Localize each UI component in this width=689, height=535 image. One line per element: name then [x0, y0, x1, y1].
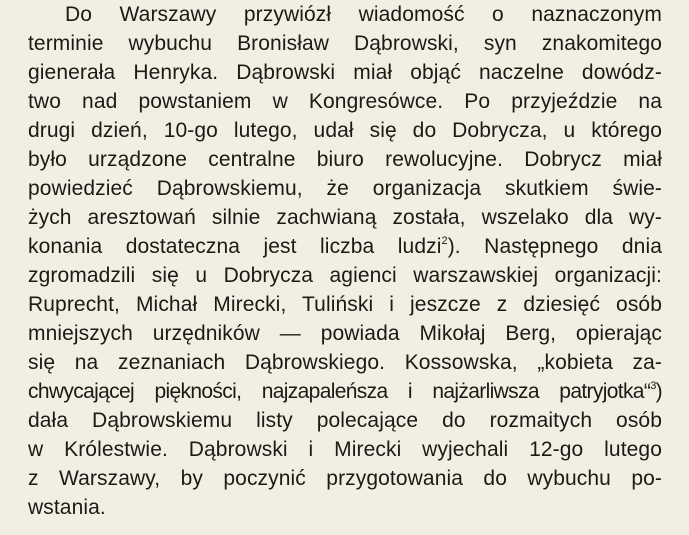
- text-line-content: powiedzieć Dąbrowskiemu, że organizacja skutkiem świe-: [28, 177, 662, 200]
- text-line-content: dała Dąbrowskiemu listy polecające do rozmaitych osób: [28, 409, 662, 432]
- text-line-content: w Królestwie. Dąbrowski i Mirecki wyjechali 12-go lutego: [28, 438, 662, 461]
- text-line: [28, 262, 662, 289]
- text-line-content: Do Warszawy przywiózł wiadomość o naznaczonym: [65, 3, 662, 26]
- text-line: [28, 407, 662, 434]
- text-line-content: Ruprecht, Michał Mirecki, Tuliński i jeszcze z dziesięć osób: [28, 293, 662, 316]
- text-line: [28, 88, 662, 115]
- text-line-content: z Warszawy, by poczynić przygotowania do wybuchu po-: [28, 467, 662, 490]
- text-line: [28, 465, 662, 492]
- text-line-content: się na zeznaniach Dąbrowskiego. Kossowska, „kobieta za-: [28, 351, 662, 374]
- text-line: [28, 117, 662, 144]
- text-line-content: gienerała Henryka. Dąbrowski miał objąć naczelne dowódz-: [28, 61, 662, 84]
- text-line-content: zgromadzili się u Dobrycza agienci warszawskiej organizacji:: [28, 264, 662, 287]
- text-line: [28, 175, 662, 202]
- text-line: [28, 59, 662, 86]
- text-line-tail: ): [655, 380, 662, 403]
- text-line: [28, 146, 662, 173]
- text-line: [28, 233, 662, 260]
- text-line-content: chwycającej piękności, najzapaleńsza i najżarliwsza patryjotka“: [28, 380, 651, 403]
- text-line: [28, 291, 662, 318]
- text-line: [28, 349, 662, 376]
- text-line: [28, 320, 662, 347]
- cropped-next-line: [60, 529, 150, 535]
- text-line-content: wstania.: [28, 496, 106, 519]
- text-line-content: konania dostateczna jest liczba ludzi: [28, 235, 442, 258]
- text-line-content: drugi dzień, 10-go lutego, udał się do Dobrycza, u którego: [28, 119, 662, 142]
- text-line-content: terminie wybuchu Bronisław Dąbrowski, syn znakomitego: [28, 32, 662, 55]
- text-line-content: było urządzone centralne biuro rewolucyjne. Dobrycz miał: [28, 148, 662, 171]
- text-line-content: żych aresztowań silnie zachwianą została, wszelako dla wy-: [28, 206, 662, 229]
- footnote-marker: 3: [650, 380, 656, 392]
- text-line: [28, 30, 662, 57]
- text-line-content: two nad powstaniem w Kongresówce. Po przyjeździe na: [28, 90, 662, 113]
- text-line-content: mniejszych urzędników — powiada Mikołaj Berg, opierając: [28, 322, 662, 345]
- text-line: [28, 436, 662, 463]
- text-line: [28, 378, 662, 405]
- text-line: [28, 204, 662, 231]
- text-line: [28, 494, 662, 521]
- footnote-marker: 2: [441, 235, 448, 247]
- text-line-tail: ). Następnego dnia: [447, 235, 662, 258]
- text-line: [65, 1, 662, 28]
